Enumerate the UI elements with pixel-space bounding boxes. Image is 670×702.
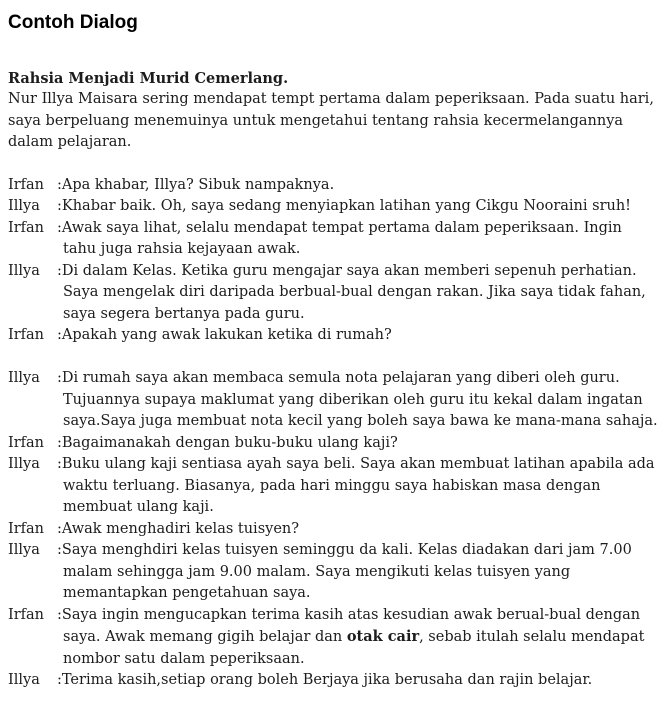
dialog-row [8, 433, 660, 455]
dialog-text [57, 175, 659, 197]
dialog-text [57, 670, 659, 692]
dialog-text [57, 540, 659, 605]
dialog-row [8, 540, 660, 605]
speaker-name: Irfan [8, 219, 45, 236]
dialog-text-segment: :Apa khabar, Illya? Sibuk nampaknya. [57, 176, 335, 193]
dialog-row [8, 196, 660, 218]
dialog-row [8, 454, 660, 519]
dialog-text-segment: :Awak saya lihat, selalu mendapat tempat pertama dalam peperiksaan. Ingin tahu juga rahsia kejayaan awak. [57, 219, 622, 257]
dialog-text [57, 454, 659, 519]
speaker-name: Irfan [8, 520, 45, 537]
dialog-subtitle: Rahsia Menjadi Murid Cemerlang. [8, 69, 289, 87]
speaker-name: Irfan [8, 176, 45, 193]
speaker-name: Illya [8, 198, 40, 214]
speaker-name: Illya [8, 370, 40, 386]
dialog-text-segment: :Apakah yang awak lakukan ketika di rumah? [57, 327, 392, 343]
dialog-text [57, 605, 659, 671]
speaker-name: Illya [8, 542, 40, 558]
speaker-name: Irfan [8, 434, 45, 451]
dialog-text [57, 325, 659, 347]
dialog-text [57, 196, 659, 218]
dialog-text-segment: , sebab itulah selalu mendapat nombor satu dalam peperiksaan. [63, 629, 645, 667]
dialog-text-segment: :Di dalam Kelas. Ketika guru mengajar saya akan memberi sepenuh perhatian. Saya mengelak diri daripada berbual-bual dengan rakan. Jika saya tidak fahan, saya segera bertanya pada guru. [57, 262, 646, 322]
speaker-name: Illya [8, 672, 40, 688]
dialog-text [57, 519, 659, 541]
dialog-row [8, 218, 660, 261]
dialog-text-segment: :Saya menghdiri kelas tuisyen seminggu da kali. Kelas diadakan dari jam 7.00 malam sehingga jam 9.00 malam. Saya mengikuti kelas tuisyen yang memantapkan pengetahuan saya. [57, 542, 632, 601]
speaker-name: Irfan [8, 327, 45, 343]
dialog-text [57, 368, 659, 433]
dialog-text-segment: :Saya ingin mengucapkan terima kasih atas kesudian awak berual-bual dengan saya. Awak memang gigih belajar dan [57, 606, 641, 645]
speaker-name: Illya [8, 262, 40, 279]
dialog-text [57, 261, 659, 326]
dialog-text-segment: :Di rumah saya akan membaca semula nota pelajaran yang diberi oleh guru. Tujuannya supaya maklumat yang diberikan oleh guru itu kekal dalam ingatan saya.Saya juga membuat nota kecil yang boleh saya bawa ke mana-mana sahaja. [57, 370, 658, 429]
dialog-list [8, 175, 660, 692]
dialog-text-bold-segment: otak cair [346, 628, 420, 645]
speaker-name: Illya [8, 456, 40, 472]
dialog-text-segment: :Khabar baik. Oh, saya sedang menyiapkan latihan yang Cikgu Nooraini sruh! [57, 198, 632, 214]
intro-paragraph: Nur Illya Maisara sering mendapat tempt pertama dalam peperiksaan. Pada suatu hari, saya berpeluang menemuinya untuk mengetahui tentang rahsia kecermelangannya dalam pelajaran. [8, 91, 654, 150]
page-title: Contoh Dialog [8, 12, 138, 33]
dialog-text-segment: :Bagaimanakah dengan buku-buku ulang kaji? [57, 434, 398, 451]
dialog-row [8, 261, 660, 326]
dialog-text-segment: :Awak menghadiri kelas tuisyen? [57, 520, 300, 537]
dialog-row [8, 368, 660, 433]
dialog-text [57, 433, 659, 455]
speaker-name: Irfan [8, 606, 45, 623]
dialog-row [8, 325, 660, 347]
dialog-text-segment: :Buku ulang kaji sentiasa ayah saya beli. Saya akan membuat latihan apabila ada waktu terluang. Biasanya, pada hari minggu saya habiskan masa dengan membuat ulang kaji. [57, 456, 655, 515]
dialog-row [8, 670, 660, 692]
dialog-row [8, 175, 660, 197]
dialog-text-segment: :Terima kasih,setiap orang boleh Berjaya jika berusaha dan rajin belajar. [57, 672, 593, 688]
dialog-row [8, 519, 660, 541]
dialog-row [8, 605, 660, 671]
dialog-text [57, 218, 659, 261]
